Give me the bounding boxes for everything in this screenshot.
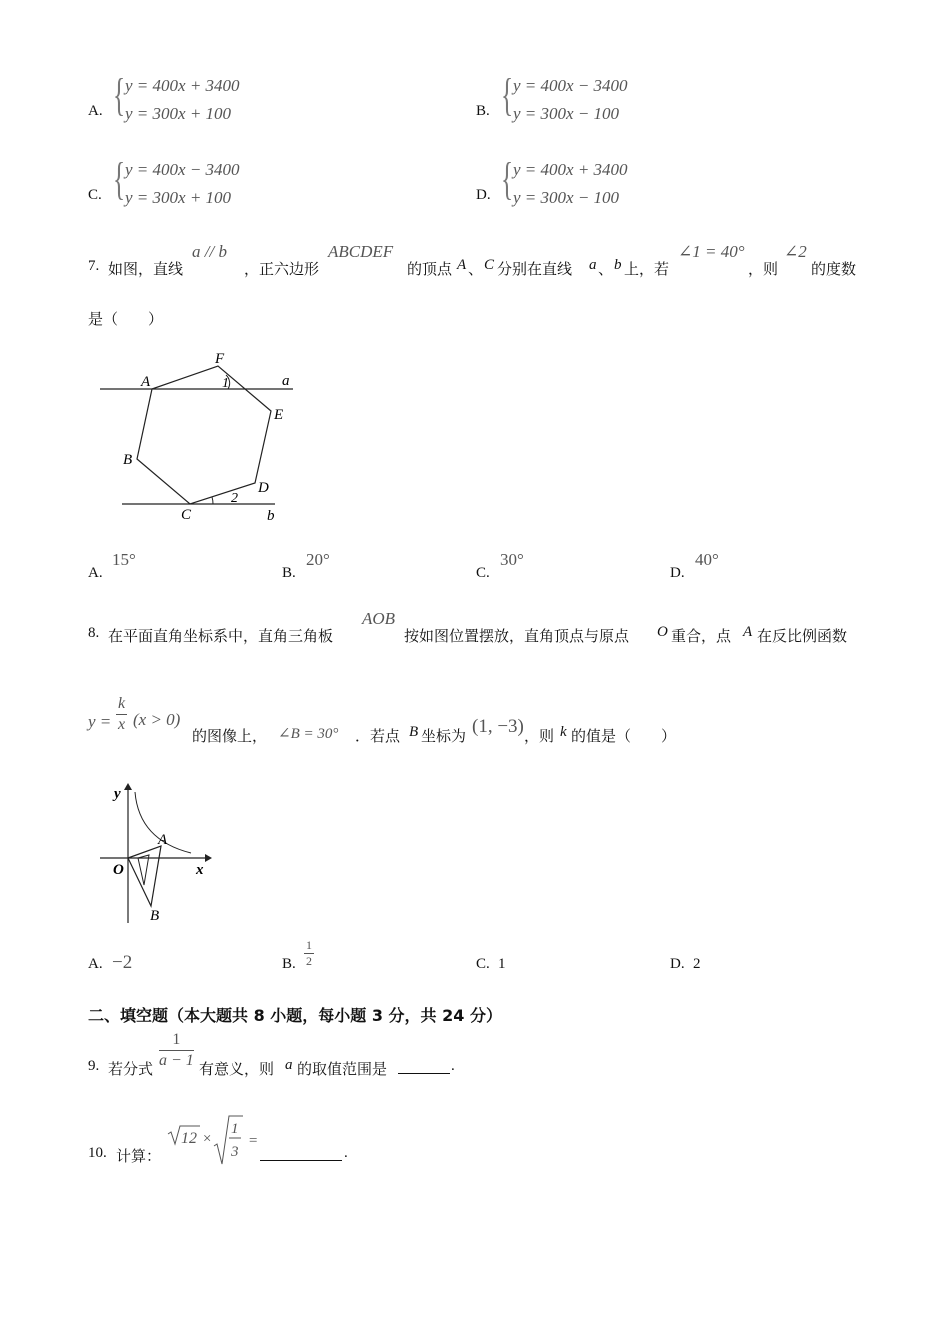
- q9-answer-blank[interactable]: [398, 1059, 450, 1074]
- q6-option-b-label: B.: [476, 103, 490, 119]
- label-y: y: [114, 786, 121, 802]
- q10-text-1: 计算：: [116, 1147, 162, 1165]
- label-line-b: b: [267, 508, 275, 524]
- section-2-heading: 二、填空题（本大题共 8 小题，每小题 3 分，共 24 分）: [88, 1006, 502, 1025]
- x-axis-arrow: [205, 854, 212, 862]
- q8-number: 8.: [88, 625, 100, 641]
- q8-var-k: k: [560, 724, 567, 740]
- q8-option-b-label: B.: [282, 956, 296, 972]
- q8-text-5: 的图像上，: [192, 727, 268, 745]
- q8-text-4: 在反比例函数: [757, 627, 848, 645]
- q8-text-8: ，则: [524, 727, 555, 745]
- q6-option-d-eq2: y = 300x − 100: [513, 188, 620, 207]
- q7-hexagon-figure: [95, 345, 315, 530]
- q8-text-1: 在平面直角坐标系中，直角三角板: [108, 627, 334, 645]
- q6-option-c-system: { y = 400x − 3400 y = 300x + 100: [113, 153, 240, 207]
- q7-number: 7.: [88, 258, 100, 274]
- label-x: x: [196, 862, 204, 878]
- q6-option-d-label: D.: [476, 187, 491, 203]
- q6-option-d-eq1: y = 400x + 3400: [513, 160, 628, 179]
- label-angle-2: 2: [231, 491, 238, 506]
- q9-text-1: 若分式: [108, 1060, 154, 1078]
- q10-period: .: [344, 1145, 348, 1161]
- label-a: A: [141, 374, 151, 390]
- q6-option-c-eq1: y = 400x − 3400: [125, 160, 240, 179]
- q7-text-2: ，正六边形: [244, 260, 320, 278]
- label-line-a: a: [282, 373, 290, 389]
- q8-math-angle-b: ∠B = 30°: [278, 726, 339, 742]
- q7-option-d-label: D.: [670, 565, 685, 581]
- q8-text-6: ．若点: [355, 727, 401, 745]
- q7-math-angle2: ∠2: [784, 242, 807, 261]
- q8-option-d-label: D.: [670, 956, 685, 972]
- label-angle-1: 1: [222, 376, 229, 391]
- q7-option-d-value: 40°: [695, 550, 719, 569]
- q8-option-c-label: C.: [476, 956, 490, 972]
- q8-text-3: 重合，点: [671, 627, 732, 645]
- q10-number: 10.: [88, 1145, 107, 1161]
- triangle-aob: [128, 846, 161, 906]
- triangle-inner: [138, 855, 149, 885]
- q10-expression: [166, 1114, 266, 1170]
- q8-point-o: O: [657, 624, 668, 640]
- q7-point-a: A: [457, 257, 467, 273]
- angle-2-arc: [212, 497, 213, 504]
- q8-text-7: 坐标为: [421, 727, 467, 745]
- q6-option-a-eq2: y = 300x + 100: [125, 104, 232, 123]
- q8-coordinate-figure: [95, 780, 215, 925]
- q6-option-b-system: { y = 400x − 3400 y = 300x − 100: [501, 69, 628, 123]
- sqrt-third-radical: [214, 1116, 243, 1164]
- y-axis-arrow: [124, 783, 132, 790]
- q7-point-c: C: [484, 257, 495, 273]
- q8-func-fraction: [116, 694, 127, 735]
- q7-text-3: 的顶点: [407, 260, 453, 278]
- q8-func-x: x: [118, 716, 126, 733]
- q7-text-4: 、: [468, 260, 484, 278]
- label-e: E: [274, 407, 284, 423]
- q9-number: 9.: [88, 1058, 100, 1074]
- sqrt-12-radicand: 12: [181, 1130, 197, 1147]
- q8-math-coordinate: (1, −3): [472, 716, 524, 737]
- q9-fraction: [159, 1030, 194, 1071]
- q6-option-a-system: { y = 400x + 3400 y = 300x + 100: [113, 69, 240, 123]
- q9-var-a: a: [285, 1057, 293, 1073]
- q6-option-b-eq1: y = 400x − 3400: [513, 76, 628, 95]
- q7-math-hexagon: ABCDEF: [328, 242, 394, 261]
- q8-option-b-denominator: 2: [306, 954, 312, 968]
- label-c: C: [181, 507, 192, 523]
- label-a: A: [158, 832, 168, 848]
- q6-option-a-eq1: y = 400x + 3400: [125, 76, 240, 95]
- q9-text-2: 有意义，则: [199, 1060, 275, 1078]
- q6-option-c-label: C.: [88, 187, 102, 203]
- hexagon-abcdef: [137, 366, 271, 504]
- q7-line-a: a: [589, 257, 597, 273]
- q8-text-2: 按如图位置摆放，直角顶点与原点: [404, 627, 630, 645]
- q7-text-9: 的度数: [811, 260, 857, 278]
- sqrt-third-denominator: 3: [231, 1144, 239, 1160]
- q7-option-c-value: 30°: [500, 550, 524, 569]
- q8-point-a: A: [743, 624, 753, 640]
- q6-option-c-eq2: y = 300x + 100: [125, 188, 232, 207]
- q9-denominator: a − 1: [159, 1052, 194, 1069]
- q7-option-a-label: A.: [88, 565, 103, 581]
- q7-text-line2: 是（ ）: [88, 310, 164, 328]
- q6-option-a-label: A.: [88, 103, 103, 119]
- q7-math-angle1: ∠1 = 40°: [678, 242, 745, 261]
- q7-option-a-value: 15°: [112, 550, 136, 569]
- q8-point-b: B: [409, 724, 419, 740]
- q7-text-6: 、: [598, 260, 614, 278]
- q7-line-b: b: [614, 257, 622, 273]
- q7-option-b-value: 20°: [306, 550, 330, 569]
- q8-option-d-value: 2: [693, 956, 701, 972]
- label-b: B: [123, 452, 133, 468]
- q8-func-condition: (x > 0): [133, 710, 181, 729]
- q7-text-5: 分别在直线: [497, 260, 573, 278]
- q8-func-k: k: [116, 694, 127, 715]
- q7-math-parallel: a // b: [192, 242, 227, 261]
- q8-option-b-fraction: [304, 938, 314, 969]
- times-sign: ×: [202, 1131, 213, 1147]
- label-o: O: [113, 862, 124, 878]
- q6-option-b-eq2: y = 300x − 100: [513, 104, 620, 123]
- label-d: D: [258, 480, 269, 496]
- q8-text-9: 的值是（ ）: [571, 727, 677, 745]
- q7-text-8: ，则: [748, 260, 779, 278]
- q8-option-a-label: A.: [88, 956, 103, 972]
- equals-sign: =: [248, 1133, 259, 1149]
- q9-period: .: [451, 1058, 455, 1074]
- q7-option-c-label: C.: [476, 565, 490, 581]
- q8-option-a-value: −2: [112, 952, 133, 973]
- label-b: B: [150, 908, 160, 924]
- q7-text-7: 上，若: [624, 260, 670, 278]
- q8-option-c-value: 1: [498, 956, 506, 972]
- q9-numerator: 1: [159, 1030, 194, 1051]
- q8-math-aob: AOB: [362, 609, 396, 628]
- label-f: F: [215, 351, 225, 367]
- q8-func-y: y =: [88, 712, 112, 731]
- q8-option-b-numerator: 1: [306, 938, 312, 952]
- sqrt-third-numerator: 1: [231, 1121, 239, 1137]
- q10-answer-blank[interactable]: [260, 1146, 342, 1161]
- q7-option-b-label: B.: [282, 565, 296, 581]
- q6-option-d-system: { y = 400x + 3400 y = 300x − 100: [501, 153, 628, 207]
- q9-text-3: 的取值范围是: [297, 1060, 388, 1078]
- q7-text-1: 如图，直线: [108, 260, 184, 278]
